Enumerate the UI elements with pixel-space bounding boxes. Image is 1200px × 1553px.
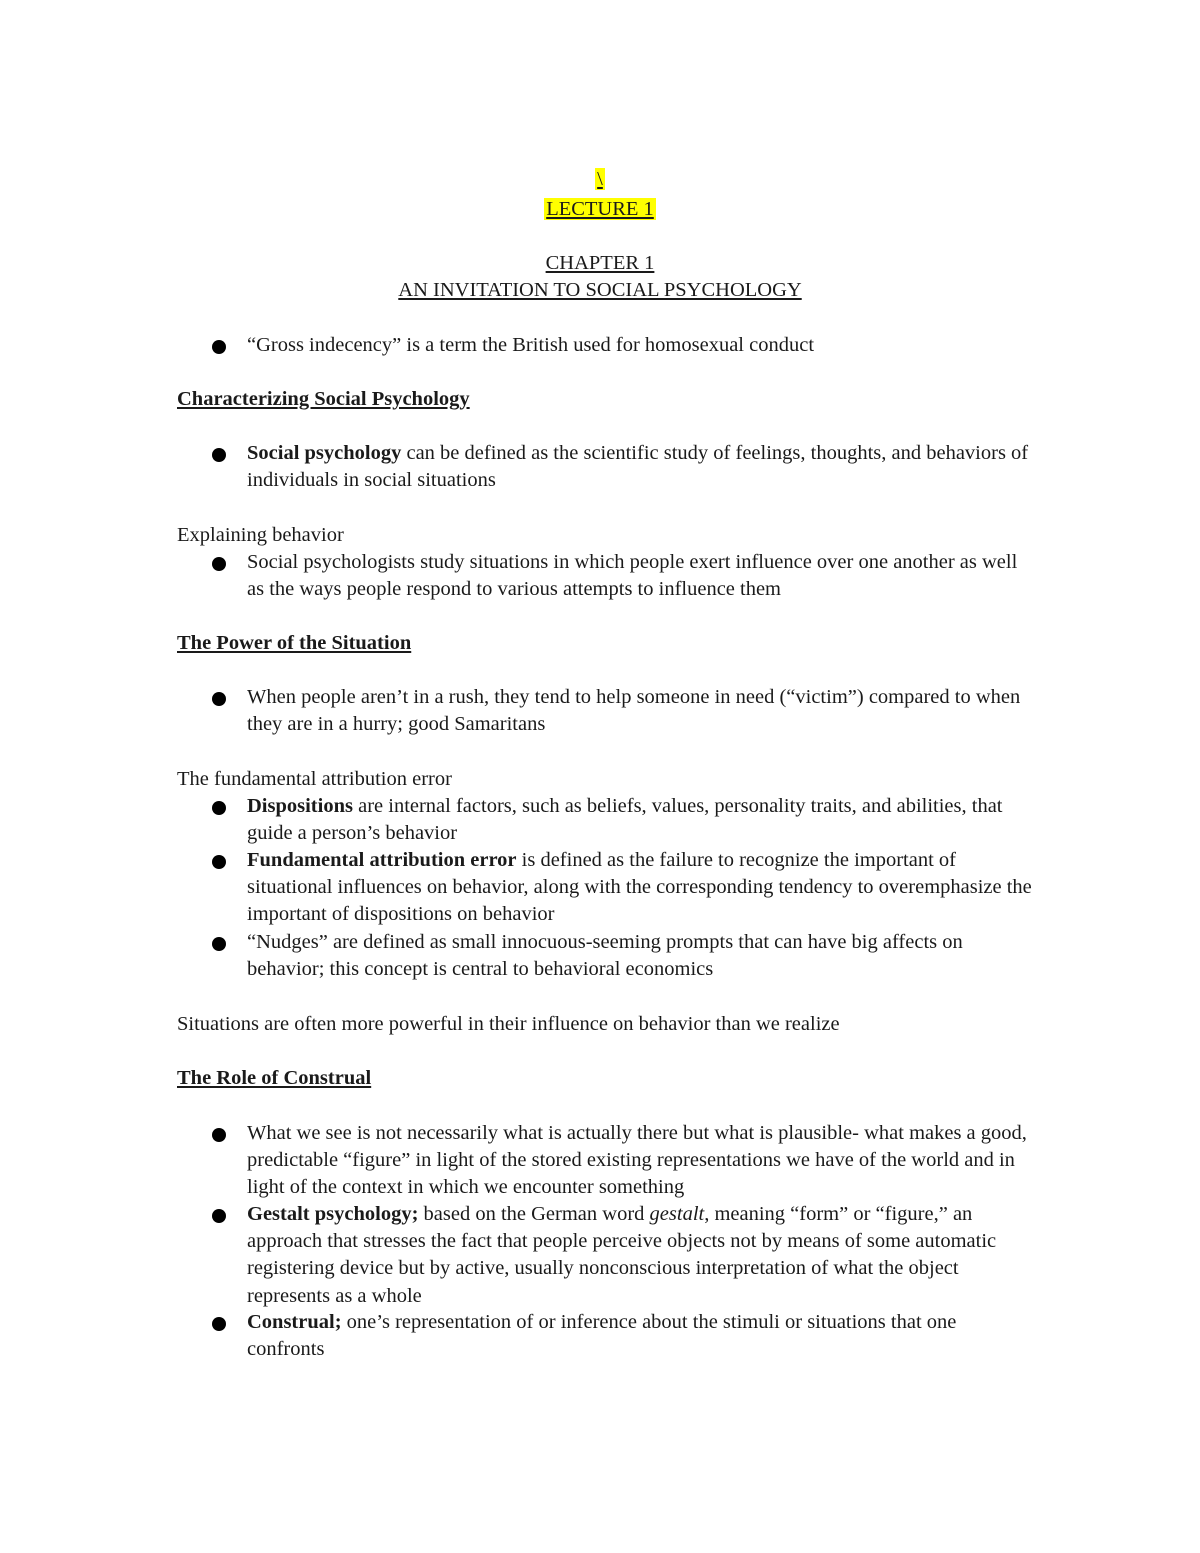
- list-item: Gestalt psychology; based on the German word gestalt, meaning “form” or “figure,” an approach that stresses the fact that people perceive objects not by means of some automatic registering device but by active, usually nonconscious interpretation of what the object represents as a whole: [212, 1201, 1032, 1310]
- section-heading: Characterizing Social Psychology: [177, 388, 470, 410]
- header-mark: \: [597, 168, 603, 190]
- list-item: Dispositions are internal factors, such as beliefs, values, personality traits, and abilities, that guide a person’s behavior: [212, 793, 1032, 847]
- bullet-icon: [212, 801, 226, 815]
- list-item: “Gross indecency” is a term the British used for homosexual conduct: [212, 332, 1032, 359]
- chapter-number: CHAPTER 1: [545, 252, 655, 274]
- paragraph: Situations are often more powerful in their influence on behavior than we realize: [177, 1013, 840, 1035]
- list-item: Social psychology can be defined as the scientific study of feelings, thoughts, and behaviors of individuals in social situations: [212, 440, 1032, 494]
- bullet-icon: [212, 1128, 226, 1142]
- bullet-icon: [212, 855, 226, 869]
- subsection-label: Explaining behavior: [177, 524, 344, 546]
- bullet-icon: [212, 557, 226, 571]
- list-item: Social psychologists study situations in which people exert influence over one another as well as the ways people respond to various attempts to influence them: [212, 549, 1032, 603]
- list-item: Fundamental attribution error is defined as the failure to recognize the important of situational influences on behavior, along with the corresponding tendency to overemphasize the important of dispositions on behavior: [212, 847, 1032, 929]
- list-item: What we see is not necessarily what is actually there but what is plausible- what makes a good, predictable “figure” in light of the stored existing representations we have of the world and in light of the context in which we encounter something: [212, 1120, 1032, 1202]
- bullet-icon: [212, 937, 226, 951]
- list-item: When people aren’t in a rush, they tend to help someone in need (“victim”) compared to when they are in a hurry; good Samaritans: [212, 684, 1032, 738]
- section-heading: The Role of Construal: [177, 1067, 372, 1089]
- bullet-icon: [212, 340, 226, 354]
- bullet-icon: [212, 1317, 226, 1331]
- bullet-icon: [212, 1209, 226, 1223]
- lecture-title: LECTURE 1: [546, 198, 654, 220]
- chapter-title: AN INVITATION TO SOCIAL PSYCHOLOGY: [398, 279, 802, 301]
- section-heading: The Power of the Situation: [177, 632, 412, 654]
- subsection-label: The fundamental attribution error: [177, 768, 452, 790]
- bullet-icon: [212, 448, 226, 462]
- list-item: Construal; one’s representation of or inference about the stimuli or situations that one confronts: [212, 1309, 1032, 1363]
- list-item: “Nudges” are defined as small innocuous-seeming prompts that can have big affects on behavior; this concept is central to behavioral economics: [212, 929, 1032, 983]
- bullet-icon: [212, 692, 226, 706]
